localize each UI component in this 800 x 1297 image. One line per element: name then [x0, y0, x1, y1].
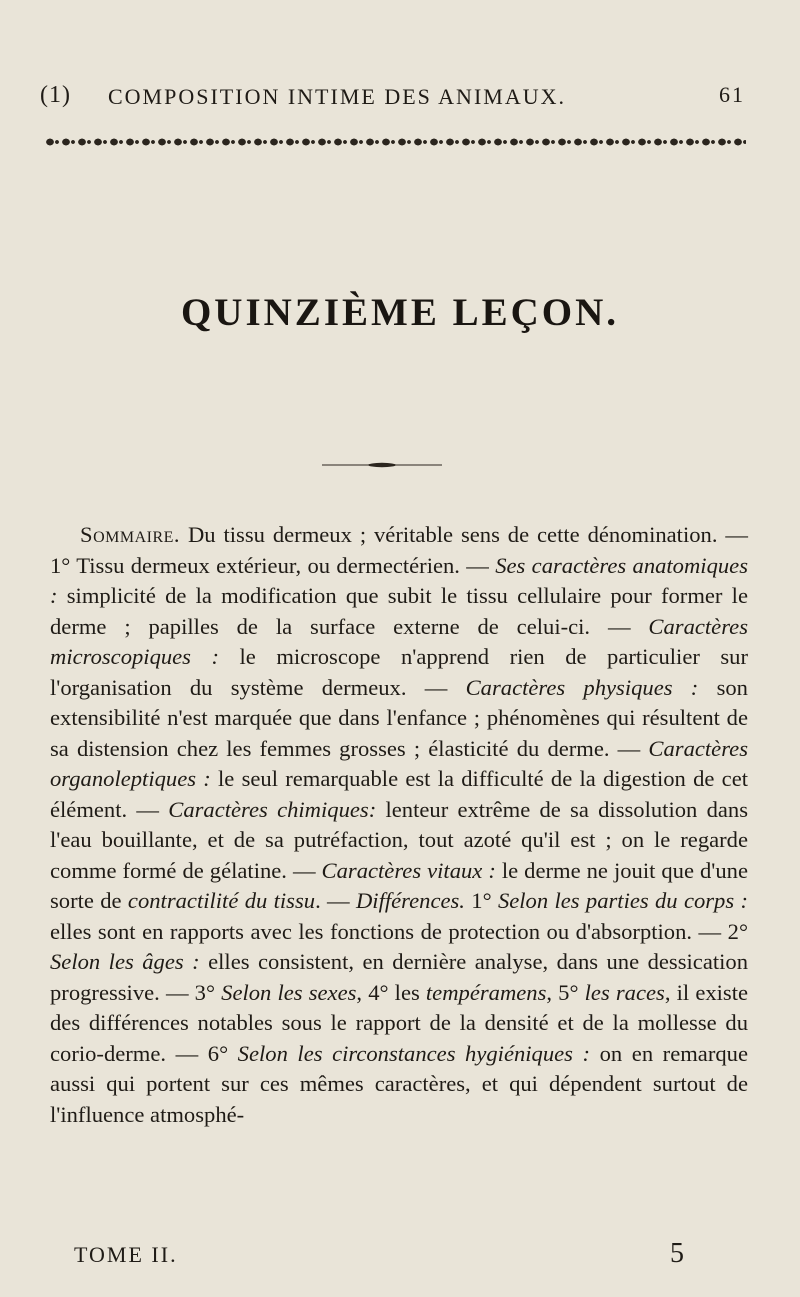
lesson-title: QUINZIÈME LEÇON. [180, 291, 620, 334]
summary-text: son extensibilité n'est marquée que dans l'enfance ; phénomènes qui résultent de sa distension chez les femmes grosses ; élasticité du derme. — [50, 674, 748, 761]
running-head [40, 82, 745, 116]
summary-heading: Selon les circonstances hygiéniques : [237, 1040, 591, 1066]
page-number-left: (1) [40, 82, 71, 108]
summary-label: Sommaire. [80, 522, 181, 547]
summary-term: tempéramens [425, 979, 547, 1005]
summary-term: contractilité du tissu [127, 888, 316, 913]
summary-text: . — [315, 888, 356, 913]
divider-rule [322, 462, 442, 468]
summary-heading: Caractères vitaux : [321, 857, 496, 883]
summary-text: elles consistent, en dernière analyse, dans une dessication progressive. — 3° [50, 949, 748, 1005]
summary-text: on en remarque aussi qui portent sur ces mêmes caractères, et qui dépendent surtout de l'influence atmosphé- [50, 1040, 748, 1127]
summary-text: , 4° les [356, 979, 426, 1005]
summary-text: , 5° [546, 979, 585, 1005]
summary-paragraph [50, 520, 748, 1130]
summary-text: lenteur extrême de sa dissolution dans l'eau bouillante, et de sa putréfaction, tout azoté qu'il est ; on le regarde comme formé de gélatine. — [50, 796, 748, 883]
summary-heading: Selon les parties du corps : [497, 888, 749, 913]
summary-heading: Ses caractères anatomiques : [50, 552, 748, 608]
signature-mark: 5 [670, 1238, 684, 1269]
summary-heading: Caractères chimiques: [168, 796, 377, 822]
page-footer [54, 1238, 754, 1276]
summary-text: Du tissu dermeux ; véritable sens de cette dénomination. — 1° Tissu dermeux extérieur, ou dermectérien. — [50, 522, 748, 578]
summary-term: les races [584, 979, 665, 1005]
summary-text: le microscope n'apprend rien de particulier sur l'organisation du système dermeux. — [50, 644, 748, 700]
page-number: 61 [719, 82, 745, 107]
summary-heading: Selon les sexes [221, 979, 357, 1005]
summary-text: , il existe des différences notables sous le rapport de la densité et de la mollesse du corio-derme. — 6° [50, 979, 749, 1066]
summary-heading: Caractères organoleptiques : [50, 735, 748, 791]
summary-heading: Différences. [355, 888, 465, 913]
summary-text: elles sont en rapports avec les fonctions de protection ou d'absorption. — 2° [50, 918, 748, 944]
summary-heading: Selon les âges : [50, 949, 200, 974]
summary-text: le derme ne jouit que d'une sorte de [50, 857, 748, 913]
volume-mark: TOME II. [74, 1242, 178, 1267]
summary-heading: Caractères microscopiques : [50, 613, 748, 669]
running-title: COMPOSITION INTIME DES ANIMAUX. [108, 84, 566, 109]
summary-text: 1° [464, 888, 498, 913]
summary-heading: Caractères physiques : [465, 674, 699, 700]
summary-text: simplicité de la modification que subit le tissu cellulaire pour former le derme ; papilles de la surface externe de celui-ci. — [50, 583, 748, 639]
summary-text: le seul remarquable est la difficulté de la digestion de cet élément. — [50, 766, 748, 822]
ornamental-rule [44, 135, 746, 149]
